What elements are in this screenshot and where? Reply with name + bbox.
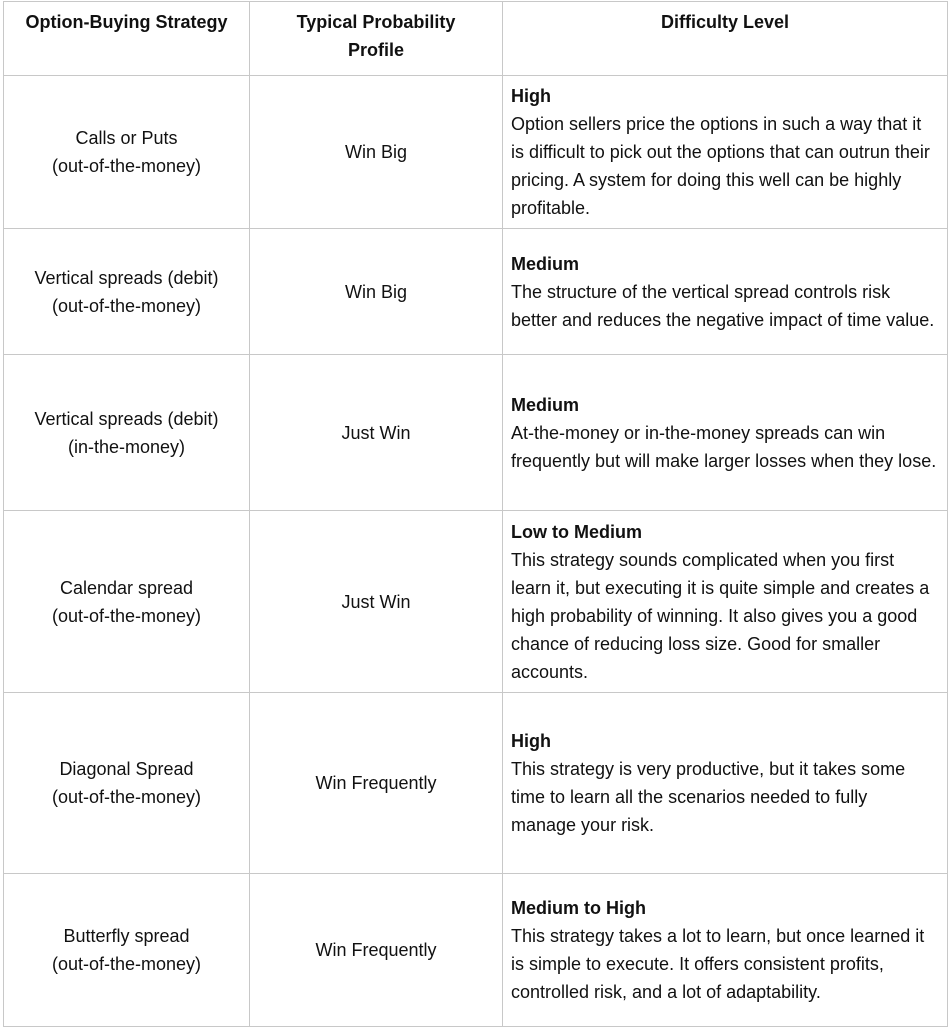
strategy-cell [4, 355, 250, 511]
strategy-qualifier: (out-of-the-money) [51, 954, 202, 974]
header-profile-line1: Typical Probability [296, 12, 456, 32]
table-row [4, 76, 948, 229]
difficulty-cell [503, 874, 948, 1027]
difficulty-cell [503, 76, 948, 229]
profile-cell [250, 355, 503, 511]
profile-value: Just Win [341, 422, 411, 443]
strategy-cell [4, 511, 250, 693]
table-row [4, 229, 948, 355]
difficulty-cell [503, 693, 948, 874]
profile-cell [250, 511, 503, 693]
difficulty-description: The structure of the vertical spread controls risk better and reduces the negative impact of time value. [511, 281, 935, 330]
table-row [4, 511, 948, 693]
strategy-cell [4, 874, 250, 1027]
difficulty-description: At-the-money or in-the-money spreads can win frequently but will make larger losses when they lose. [511, 422, 937, 471]
difficulty-level: High [511, 731, 551, 751]
strategy-name: Diagonal Spread [59, 759, 194, 779]
header-profile [250, 2, 503, 76]
strategy-name: Vertical spreads (debit) [34, 267, 219, 288]
difficulty-level: Medium [511, 394, 580, 415]
strategy-qualifier: (out-of-the-money) [51, 787, 202, 807]
strategy-qualifier: (out-of-the-money) [51, 605, 202, 626]
difficulty-description: Option sellers price the options in such a way that it is difficult to pick out the options that can outrun their pricing. A system for doing this well can be highly profitable. [511, 114, 930, 218]
profile-value: Just Win [341, 591, 411, 612]
header-strategy-label: Option-Buying Strategy [25, 12, 228, 32]
header-strategy [4, 2, 250, 76]
header-profile-line2: Profile [347, 40, 404, 60]
table-row [4, 355, 948, 511]
difficulty-cell [503, 229, 948, 355]
header-difficulty-label: Difficulty Level [660, 12, 790, 32]
difficulty-level: Medium to High [511, 898, 646, 918]
strategy-cell [4, 76, 250, 229]
table-row [4, 874, 948, 1027]
difficulty-description: This strategy is very productive, but it takes some time to learn all the scenarios needed to fully manage your risk. [511, 759, 906, 835]
profile-cell [250, 874, 503, 1027]
difficulty-description: This strategy sounds complicated when you first learn it, but executing it is quite simple and creates a high probability of winning. It also gives you a good chance of reducing loss size. Good for smaller accounts. [511, 549, 930, 682]
profile-value: Win Frequently [315, 773, 437, 793]
profile-cell [250, 229, 503, 355]
profile-value: Win Frequently [315, 940, 437, 960]
strategy-qualifier: (out-of-the-money) [51, 295, 202, 316]
strategy-cell [4, 693, 250, 874]
difficulty-description: This strategy takes a lot to learn, but once learned it is simple to execute. It offers consistent profits, controlled risk, and a lot of adaptability. [511, 926, 925, 1002]
strategy-name: Calls or Puts [75, 128, 178, 148]
strategy-qualifier: (in-the-money) [67, 436, 186, 457]
difficulty-level: Medium [511, 253, 580, 274]
difficulty-level: High [511, 86, 551, 106]
profile-cell [250, 76, 503, 229]
difficulty-cell [503, 355, 948, 511]
strategy-name: Butterfly spread [63, 926, 190, 946]
difficulty-level: Low to Medium [511, 521, 642, 542]
strategy-name: Vertical spreads (debit) [34, 408, 219, 429]
difficulty-cell [503, 511, 948, 693]
header-difficulty [503, 2, 948, 76]
strategy-table [3, 1, 948, 1027]
strategy-qualifier: (out-of-the-money) [51, 156, 202, 176]
profile-value: Win Big [344, 142, 407, 162]
strategy-name: Calendar spread [59, 577, 194, 598]
profile-cell [250, 693, 503, 874]
table-row [4, 693, 948, 874]
profile-value: Win Big [344, 281, 407, 302]
header-row [4, 2, 948, 76]
strategy-cell [4, 229, 250, 355]
